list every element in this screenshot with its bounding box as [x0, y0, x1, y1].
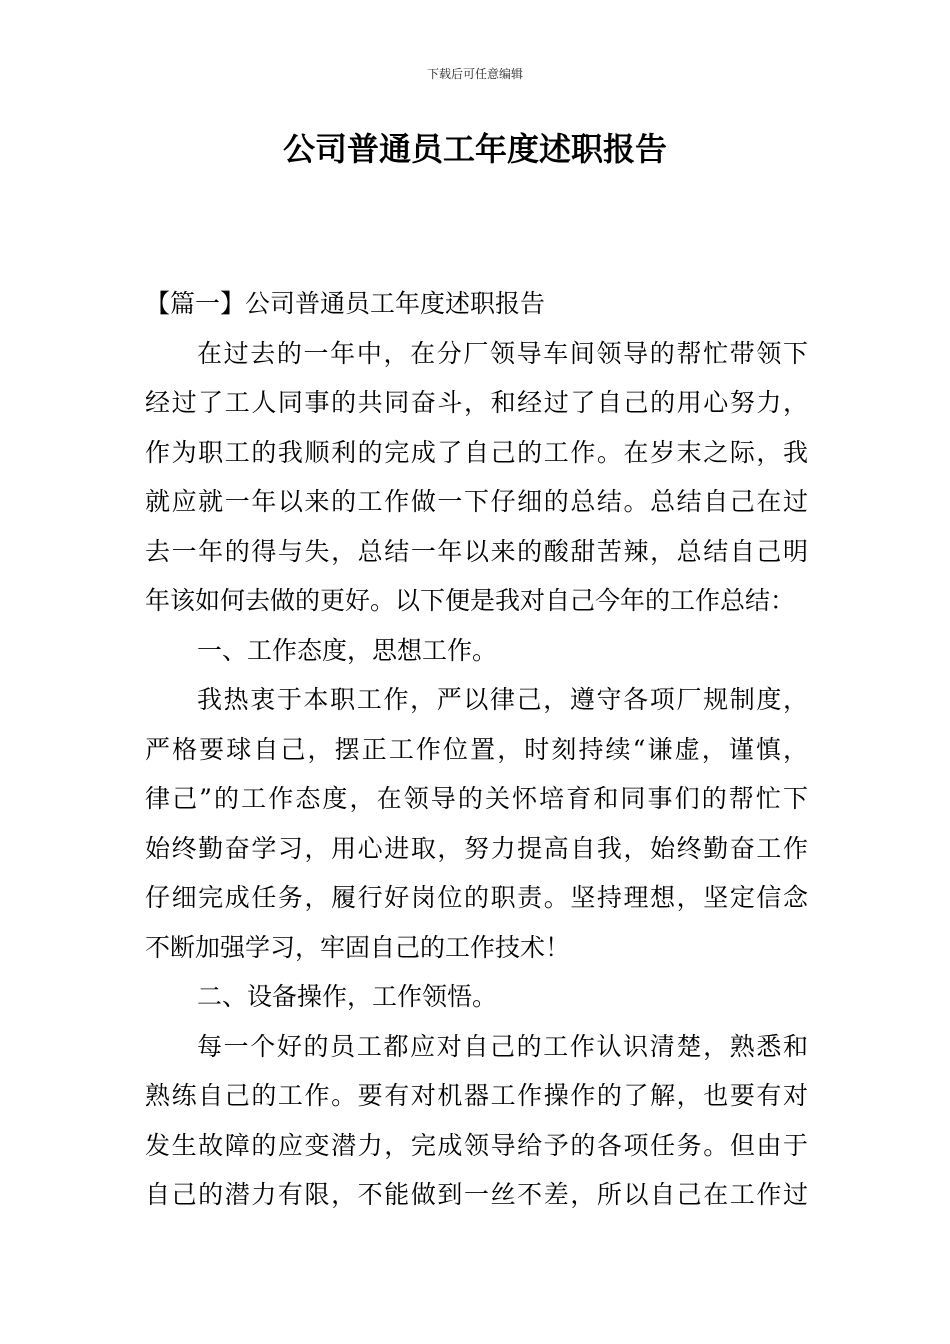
body-line: 熟练自己的工作。要有对机器工作操作的了解，也要有对 — [145, 1081, 808, 1110]
body-line: 不断加强学习，牢固自己的工作技术！ — [145, 932, 571, 962]
body-line: 自己的潜力有限，不能做到一丝不差，所以自己在工作过 — [145, 1180, 808, 1209]
body-line: 始终勤奋学习，用心进取，努力提高自我，始终勤奋工作 — [145, 833, 808, 863]
header-note: 下载后可任意编辑 — [426, 67, 523, 81]
body-line: 年该如何去做的更好。以下便是我对自己今年的工作总结： — [145, 586, 796, 615]
body-line: 律己”的工作态度，在领导的关怀培育和同事们的帮忙下 — [145, 784, 808, 813]
document-body — [145, 279, 808, 1220]
body-line: 就应就一年以来的工作做一下仔细的总结。总结自己在过 — [145, 487, 808, 516]
body-line: 二、设备操作，工作领悟。 — [197, 982, 498, 1011]
body-line: 在过去的一年中，在分厂领导车间领导的帮忙带领下 — [197, 338, 808, 368]
body-line: 我热衷于本职工作，严以律己，遵守各项厂规制度， — [197, 685, 808, 714]
body-line: 去一年的得与失，总结一年以来的酸甜苦辣，总结自己明 — [145, 536, 808, 566]
document-title: 公司普通员工年度述职报告 — [282, 130, 667, 168]
body-line: 严格要球自己，摆正工作位置，时刻持续“谦虚，谨慎， — [145, 734, 808, 764]
body-line: 作为职工的我顺利的完成了自己的工作。在岁末之际，我 — [145, 437, 808, 467]
body-line: 发生故障的应变潜力，完成领导给予的各项任务。但由于 — [145, 1130, 808, 1160]
body-line: 仔细完成任务，履行好岗位的职责。坚持理想，坚定信念 — [145, 883, 808, 912]
body-line: 【篇一】公司普通员工年度述职报告 — [145, 289, 546, 318]
body-line: 每一个好的员工都应对自己的工作认识清楚，熟悉和 — [197, 1031, 808, 1061]
body-line: 经过了工人同事的共同奋斗，和经过了自己的用心努力， — [145, 388, 808, 417]
body-line: 一、工作态度，思想工作。 — [197, 635, 498, 665]
